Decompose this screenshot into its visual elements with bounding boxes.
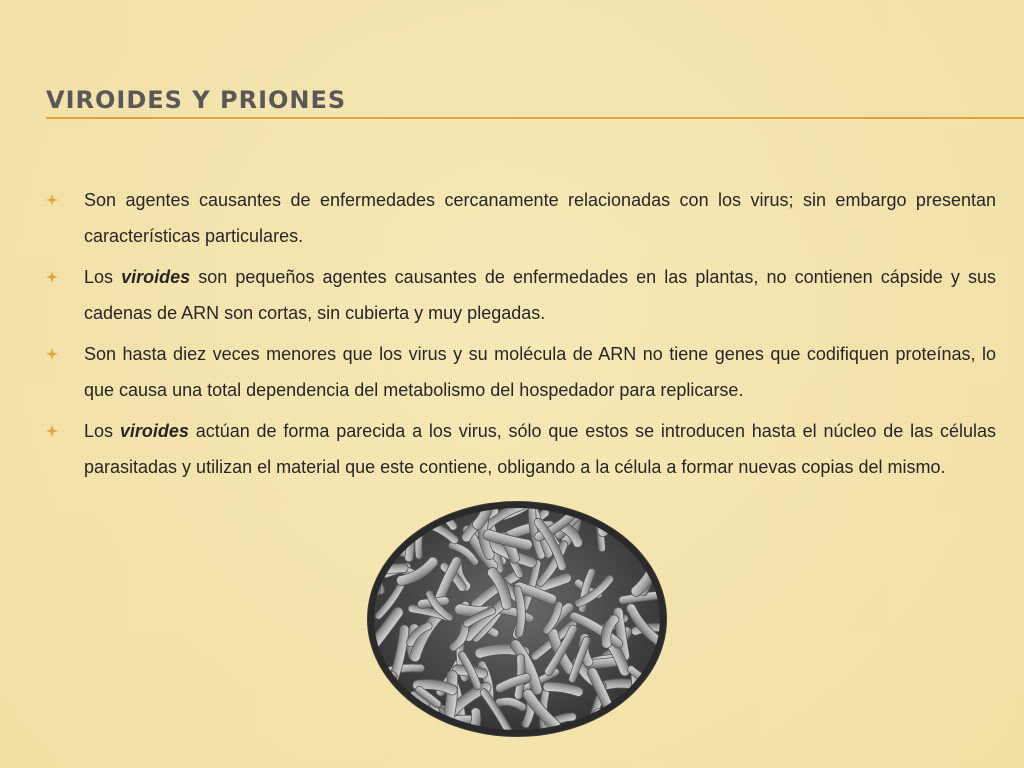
bacterium-shape: [628, 711, 666, 736]
bacterium-shape: [366, 504, 399, 549]
star-bullet-icon: [44, 259, 60, 295]
bullet-text: Son agentes causantes de enfermedades cercanamente relacionadas con los virus; sin embargo presentan características particulares.: [84, 190, 996, 246]
bacterium-shape: [374, 518, 389, 552]
star-bullet-icon: [44, 182, 60, 218]
bullet-list: [44, 182, 996, 490]
slide-title: VIROIDES Y PRIONES: [46, 86, 347, 114]
bullet-text-after: son pequeños agentes causantes de enfermedades en las plantas, no contienen cápside y sus cadenas de ARN son cortas, sin cubierta y muy plegadas.: [84, 267, 996, 323]
bullet-emphasis: viroides: [121, 267, 191, 287]
bacterium-shape: [366, 705, 410, 726]
bullet-item: [44, 259, 996, 331]
bacterium-shape: [366, 669, 399, 714]
bacterium-shape: [392, 717, 427, 733]
bullet-text-before: Los: [84, 267, 122, 287]
star-bullet-icon: [44, 336, 60, 372]
bullet-item: [44, 336, 996, 408]
bullet-emphasis: viroides: [119, 421, 189, 441]
bullet-text-before: Los: [84, 421, 120, 441]
bullet-text: Son hasta diez veces menores que los virus y su molécula de ARN no tiene genes que codifiquen proteínas, lo que causa una total dependencia del metabolismo del hospedador para replicarse.: [84, 344, 996, 400]
bacterium-shape: [621, 707, 656, 733]
star-bullet-icon: [44, 413, 60, 449]
bullet-item: [44, 182, 996, 254]
bullet-item: [44, 413, 996, 485]
electron-micrograph-image: [366, 500, 668, 738]
bullet-text-after: actúan de forma parecida a los virus, sólo que estos se introducen hasta el núcleo de las células parasitadas y utilizan el material que este contiene, obligando a la célula a formar nuevas copias del mismo.: [84, 421, 996, 477]
title-underline: [46, 117, 1024, 119]
bacterium-shape: [618, 702, 661, 738]
bacterium-shape: [627, 503, 657, 546]
